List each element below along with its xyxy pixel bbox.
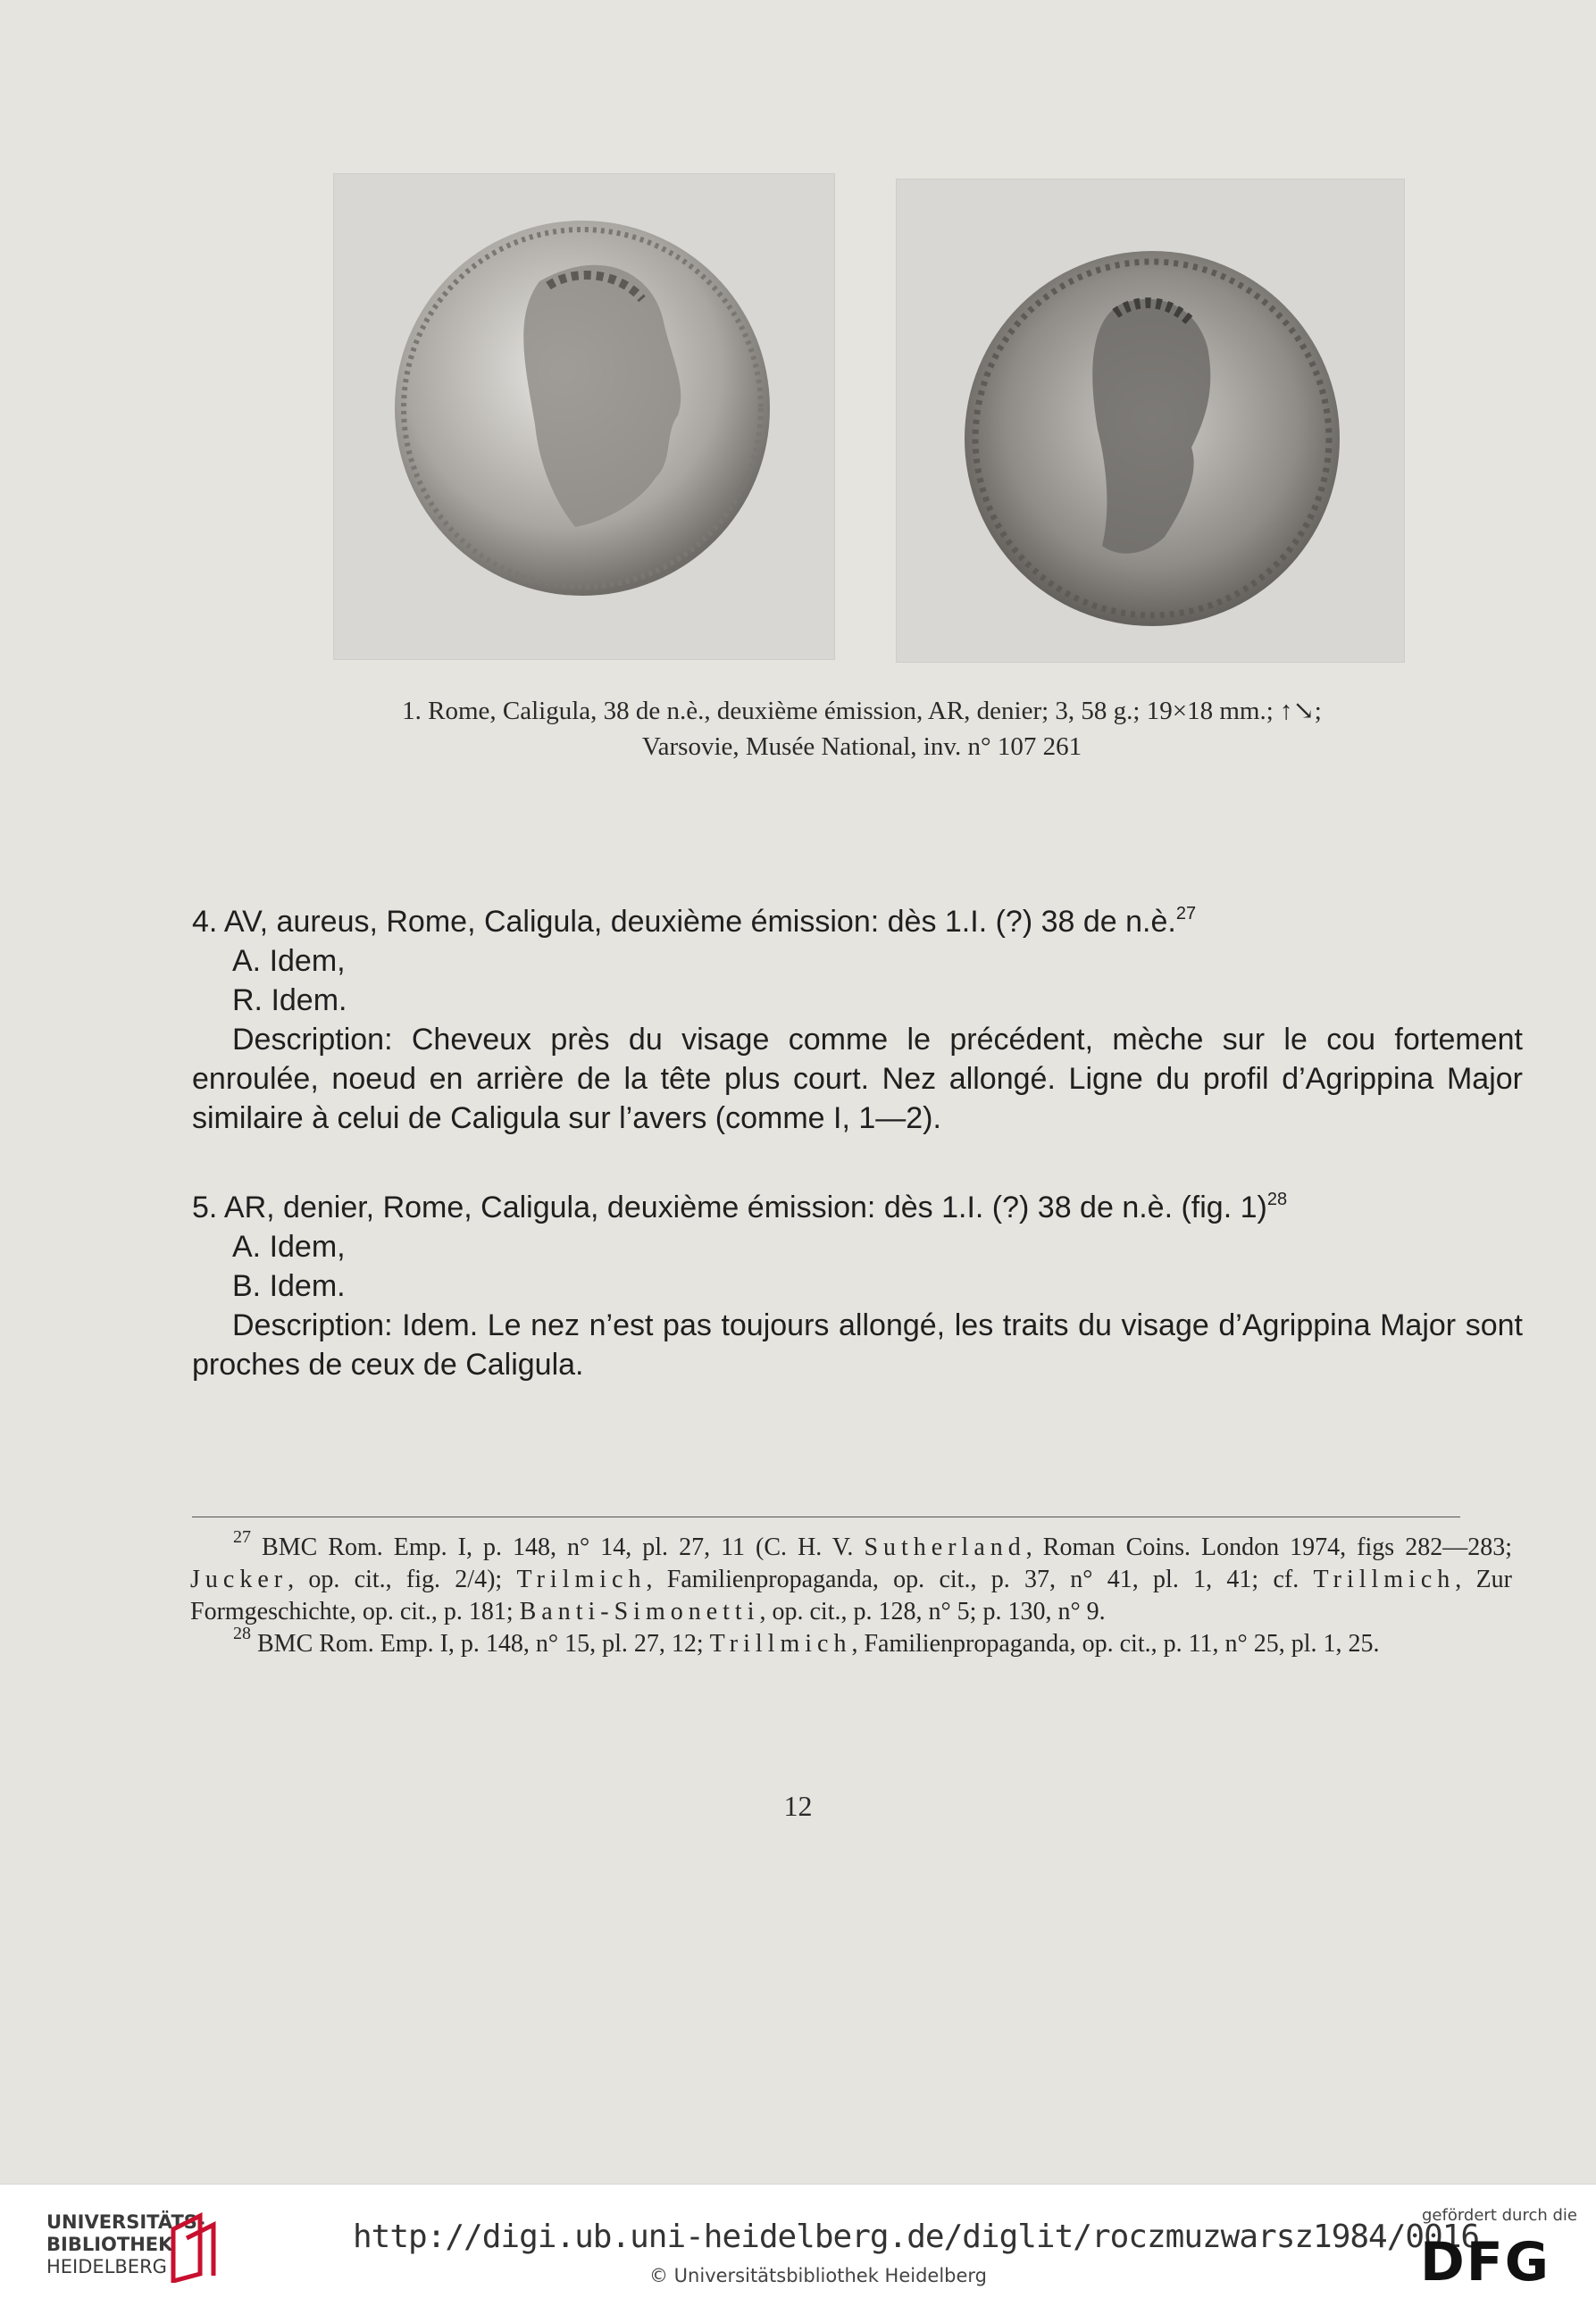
- entry-heading: 5. AR, denier, Rome, Caligula, deuxième émission: dès 1.I. (?) 38 de n.è. (fig. 1)$^{28}$: [192, 1190, 1288, 1224]
- library-name-line-1: UNIVERSITÄTS-: [46, 2211, 205, 2233]
- entry-description: Description: Idem. Le nez n’est pas toujours allongé, les traits du visage d’Agrippina Major sont proches de ceux de Caligula.: [192, 1308, 1523, 1382]
- page-number: 12: [783, 1790, 813, 1822]
- funding-label: gefördert durch die: [1422, 2206, 1577, 2225]
- entry-description: Description: Cheveux près du visage comme le précédent, mèche sur le cou fortement enroulée, noeud en arrière de la tête plus court. Nez allongé. Ligne du profil d’Agrippina Major similaire à celui de Caligula sur l’avers (comme I, 1—2).: [192, 1023, 1523, 1135]
- footnote-28: $^{28}$ BMC Rom. Emp. I, p. 148, n° 15, pl. 27, 12; Trillmich, Familienpropaganda, op. cit., p. 11, n° 25, pl. 1, 25.: [233, 1624, 1380, 1658]
- viewer-footer: [0, 2184, 1596, 2298]
- entry-obverse: A. Idem,: [232, 1230, 346, 1264]
- figure-caption: [268, 693, 1456, 765]
- library-emblem-icon: [164, 2211, 227, 2283]
- catalogue-entry-5: [192, 1188, 1523, 1384]
- entry-obverse: A. Idem,: [232, 944, 346, 978]
- permalink-url[interactable]: http://digi.ub.uni-heidelberg.de/diglit/roczmuzwarsz1984/0016: [353, 2219, 1480, 2255]
- coin-reverse-image: [897, 180, 1404, 662]
- entry-heading: 4. AV, aureus, Rome, Caligula, deuxième émission: dès 1.I. (?) 38 de n.è.$^{27}$: [192, 904, 1197, 939]
- footnote-27: $^{27}$ BMC Rom. Emp. I, p. 148, n° 14, pl. 27, 11 (C. H. V. Sutherland, Roman Coins. London 1974, figs 282—283; Jucker, op. cit., fig. 2/4); Trilmich, Familienpropaganda, op. cit., p. 37, n° 41, pl. 1, 41; cf. Trillmich, Zur Formgeschichte, op. cit., p. 181; Banti-Simonetti, op. cit., p. 128, n° 5; p. 130, n° 9.: [190, 1527, 1512, 1625]
- library-name-line-2: BIBLIOTHEK: [46, 2234, 173, 2255]
- coin-photo-obverse: [333, 173, 835, 660]
- entry-reverse: R. Idem.: [232, 983, 347, 1017]
- library-logo[interactable]: [46, 2211, 279, 2283]
- copyright-notice: © Universitätsbibliothek Heidelberg: [649, 2265, 988, 2286]
- caption-line-2: Varsovie, Musée National, inv. n° 107 261: [641, 732, 1082, 761]
- coin-obverse-image: [334, 174, 834, 659]
- library-name-line-3: HEIDELBERG: [46, 2256, 167, 2277]
- catalogue-entry-4: [192, 902, 1523, 1138]
- entry-reverse: B. Idem.: [232, 1269, 346, 1303]
- footnotes: [190, 1527, 1512, 1660]
- coin-photo-reverse: [896, 179, 1405, 663]
- footnote-ref-28: 28: [1266, 1190, 1288, 1209]
- caption-line-1: 1. Rome, Caligula, 38 de n.è., deuxième émission, AR, denier; 3, 58 g.; 19×18 mm.; ↑↘;: [402, 697, 1322, 725]
- dfg-logo[interactable]: DFG: [1420, 2231, 1551, 2294]
- footnote-ref-27: 27: [1175, 904, 1197, 923]
